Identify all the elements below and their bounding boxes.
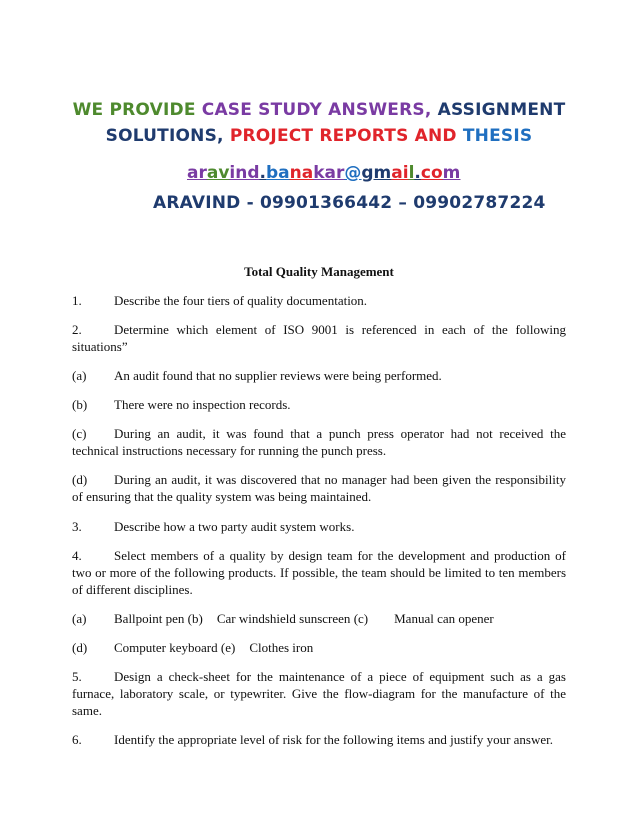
- question-3: [72, 518, 566, 535]
- email-part: ba: [266, 163, 290, 183]
- email-part: ar: [187, 163, 207, 183]
- option-text: Clothes iron: [249, 640, 314, 655]
- banner-we-provide: WE PROVIDE: [72, 100, 196, 120]
- question-2c: [72, 425, 566, 459]
- email-part: ind: [229, 163, 260, 183]
- banner-line-2: [72, 126, 566, 146]
- option-number: (b): [187, 611, 203, 626]
- question-1: [72, 292, 566, 309]
- option-number: (d): [72, 640, 88, 655]
- banner-case-study: CASE STUDY ANSWERS,: [201, 100, 432, 120]
- question-number: (a): [72, 368, 87, 383]
- email-part: kar: [313, 163, 345, 183]
- banner-line-1: [72, 100, 566, 120]
- email-part: .: [414, 163, 421, 183]
- email-part: @: [344, 163, 362, 183]
- question-4: [72, 547, 566, 598]
- question-text: During an audit, it was discovered that no manager had been given the responsibility of ensuring that the quality system was being maintained.: [72, 472, 566, 504]
- question-text: Select members of a quality by design team for the development and production of two or more of the following products. If possible, the team should be limited to ten members of different disciplines.: [72, 548, 566, 597]
- question-text: Identify the appropriate level of risk for the following items and justify your answer.: [114, 732, 553, 747]
- email-part: av: [206, 163, 230, 183]
- banner-project-reports: PROJECT REPORTS AND: [229, 126, 457, 146]
- question-number: (b): [72, 397, 88, 412]
- question-2: [72, 321, 566, 355]
- question-6: [72, 731, 566, 748]
- banner-thesis: THESIS: [462, 126, 533, 146]
- email-link[interactable]: [187, 163, 460, 183]
- option-number: (a): [72, 611, 87, 626]
- question-2d: [72, 471, 566, 505]
- email-part: na: [289, 163, 314, 183]
- question-number: (d): [72, 472, 88, 487]
- email-part: l: [408, 163, 415, 183]
- question-number: 3.: [72, 519, 82, 534]
- question-text: There were no inspection records.: [114, 397, 291, 412]
- email-part: .: [259, 163, 266, 183]
- option-text: Car windshield sunscreen: [216, 611, 351, 626]
- option-text: Computer keyboard: [114, 640, 218, 655]
- option-text: Manual can opener: [394, 611, 494, 626]
- email-part: co: [420, 163, 443, 183]
- question-number: 2.: [72, 322, 82, 337]
- option-number: (e): [220, 640, 236, 655]
- banner-solutions: SOLUTIONS,: [105, 126, 224, 146]
- option-text: Ballpoint pen: [114, 611, 185, 626]
- document-title: Total Quality Management: [244, 264, 394, 279]
- question-5: [72, 668, 566, 719]
- question-number: 6.: [72, 732, 82, 747]
- question-2a: [72, 367, 566, 384]
- question-text: During an audit, it was found that a punch press operator had not received the technical instructions necessary for running the punch press.: [72, 426, 566, 458]
- email-part: m: [442, 163, 461, 183]
- question-number: 5.: [72, 669, 82, 684]
- question-text: Determine which element of ISO 9001 is referenced in each of the following situations”: [72, 322, 566, 354]
- question-4-options-row-2: [72, 639, 566, 656]
- email-part: ai: [391, 163, 409, 183]
- question-text: Describe how a two party audit system works.: [114, 519, 355, 534]
- email-part: gm: [361, 163, 392, 183]
- banner-assignment: ASSIGNMENT: [437, 100, 566, 120]
- question-text: An audit found that no supplier reviews were being performed.: [114, 368, 442, 383]
- contact-phones: ARAVIND - 09901366442 – 09902787224: [153, 193, 546, 213]
- question-2b: [72, 396, 566, 413]
- question-number: (c): [72, 426, 87, 441]
- option-number: (c): [353, 611, 369, 626]
- question-4-options-row-1: [72, 610, 566, 627]
- question-text: Design a check-sheet for the maintenance of a piece of equipment such as a gas furnace, laboratory scale, or typewriter. Give the flow-diagram for the manufacture of the same.: [72, 669, 566, 718]
- question-number: 1.: [72, 293, 82, 308]
- question-number: 4.: [72, 548, 82, 563]
- question-text: Describe the four tiers of quality documentation.: [114, 293, 368, 308]
